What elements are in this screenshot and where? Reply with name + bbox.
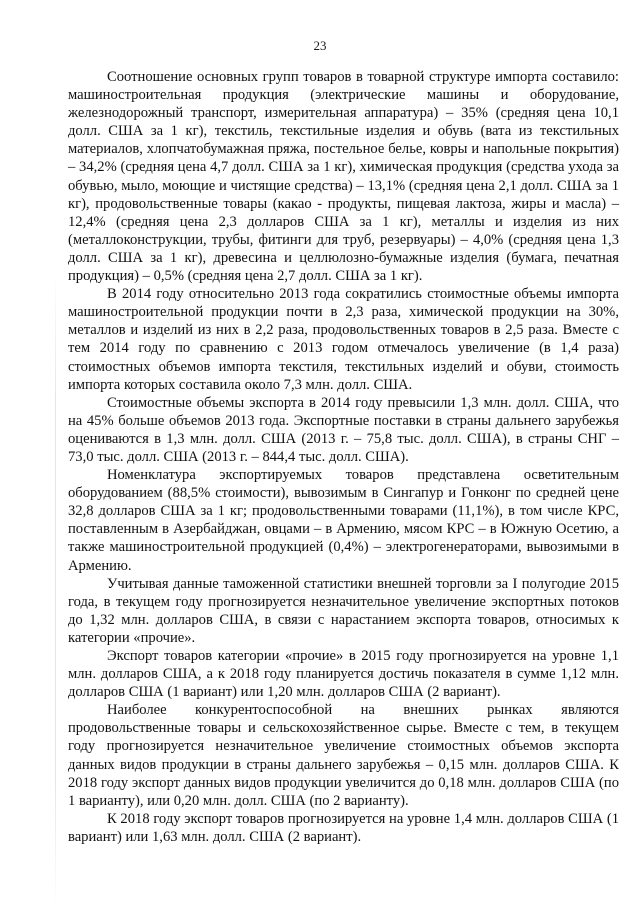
document-body [68, 68, 619, 846]
paragraph-export-forecast-2015: Учитывая данные таможенной статистики внешней торговли за I полугодие 2015 года, в текущем году прогнозируется незначительное увеличение экспортных потоков до 1,32 млн. долларов США, в связи с нарастанием экспорта товаров, относимых к категории «прочие». [68, 575, 619, 646]
paragraph-export-volume: Стоимостные объемы экспорта в 2014 году превысили 1,3 млн. долл. США, что на 45% больше объемов 2013 года. Экспортные поставки в страны дальнего зарубежья оцениваются в 1,3 млн. долл. США (2013 г. – 75,8 тыс. долл. США), в страны СНГ – 73,0 тыс. долл. США (2013 г. – 844,4 тыс. долл. США). [68, 394, 619, 465]
page-number: 23 [313, 38, 327, 53]
paragraph-competitive-goods: Наиболее конкурентоспособной на внешних рынках являются продовольственные товары и сельскохозяйственное сырье. Вместе с тем, в текущем году прогнозируется незначительное увеличение стоимостных объемов экспорта данных видов продукции в страны дальнего зарубежья – 0,15 млн. долларов США. К 2018 году экспорт данных видов продукции увеличится до 0,18 млн. долларов США (по 1 варианту), или 0,20 млн. долл. США (по 2 варианту). [68, 702, 619, 809]
paragraph-export-nomenclature: Номенклатура экспортируемых товаров представлена осветительным оборудованием (88,5% стоимости), вывозимым в Сингапур и Гонконг по средней цене 32,8 долларов США за 1 кг; продовольственными товарами (11,1%), в том числе КРС, поставленным в Азербайджан, овцами – в Армению, мясом КРС – в Южную Осетию, а также машиностроительной продукцией (0,4%) – электрогенераторами, вывозимыми в Армению. [68, 467, 619, 574]
scan-edge-shadow [55, 270, 56, 910]
paragraph-export-forecast-2018: К 2018 году экспорт товаров прогнозируется на уровне 1,4 млн. долларов США (1 вариант) или 1,63 млн. долл. США (2 вариант). [68, 810, 619, 845]
paragraph-import-structure: Соотношение основных групп товаров в товарной структуре импорта составило: машиностроительная продукция (электрические машины и оборудование, железнодорожный транспорт, измерительная аппаратура) – 35% (средняя цена 10,1 долл. США за 1 кг), текстиль, текстильные изделия и обувь (вата из текстильных материалов, хлопчатобумажная пряжа, постельное белье, ковры и напольные покрытия) – 34,2% (средняя цена 4,7 долл. США за 1 кг), химическая продукция (средства ухода за обувью, мыло, моющие и чистящие средства) – 13,1% (средняя цена 2,1 долл. США за 1 кг), продовольственные товары (какао - продукты, пищевая лактоза, жиры и масла) – 12,4% (средняя цена 2,3 долларов США за 1 кг), металлы и изделия из них (металлоконструкции, трубы, фитинги для труб, резервуары) – 4,0% (средняя цена 1,3 долл. США за 1 кг), древесина и целлюлозно-бумажные изделия (бумага, печатная продукция) – 0,5% (средняя цена 2,7 долл. США за 1 кг). [68, 69, 619, 285]
paragraph-import-decline: В 2014 году относительно 2013 года сократились стоимостные объемы импорта машиностроительной продукции почти в 2,3 раза, химической продукции на 30%, металлов и изделий из них в 2,2 раза, продовольственных товаров в 2,5 раза. Вместе с тем 2014 году по сравнению с 2013 годом отмечалось увеличение (в 1,4 раза) стоимостных объемов импорта текстиля, текстильных изделий и обуви, стоимость импорта которых составила около 7,3 млн. долл. США. [68, 286, 619, 393]
paragraph-other-category-forecast: Экспорт товаров категории «прочие» в 2015 году прогнозируется на уровне 1,1 млн. долларов США, а к 2018 году планируется достичь показателя в сумме 1,12 млн. долларов США (1 вариант) или 1,20 млн. долларов США (2 вариант). [68, 648, 619, 701]
